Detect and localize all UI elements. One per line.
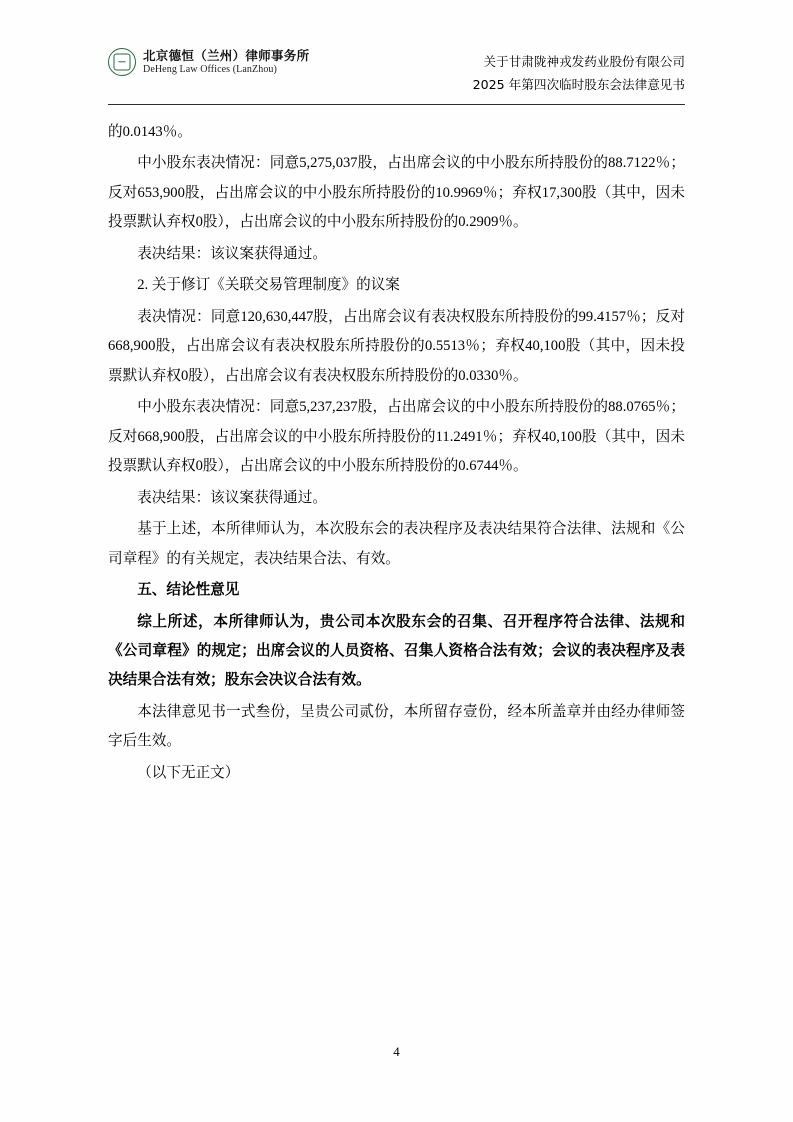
page-number: 4 [393,1044,400,1059]
paragraph-no-text-below: （以下无正文） [137,764,240,781]
paragraph-conclusion-basis: 基于上述，本所律师认为，本次股东会的表决程序及表决结果符合法律、法规和《公司章程》的有关规定，表决结果合法、有效。 [108,521,685,567]
section-heading-five: 五、结论性意见 [137,582,240,599]
proposal-item-2: 2. 关于修订《关联交易管理制度》的议案 [137,277,400,294]
firm-name-en: DeHeng Law Offices (LanZhou) [143,63,277,75]
page-footer [0,1044,793,1060]
header-divider [108,104,685,105]
firm-name [143,48,309,76]
deheng-logo-icon [108,48,136,76]
document-header-title [473,50,685,97]
paragraph-continued: 的0.0143％。 [108,124,192,140]
firm-logo [108,48,309,76]
paragraph-final-opinion: 综上所述，本所律师认为，贵公司本次股东会的召集、召开程序符合法律、法规和《公司章程》的规定；出席会议的人员资格、召集人资格合法有效；会议的表决程序及表决结果合法有效；股东会决议合法有效。 [108,613,685,689]
paragraph-result-2: 表决结果：该议案获得通过。 [137,489,327,506]
paragraph-vote-2: 表决情况：同意120,630,447股，占出席会议有表决权股东所持股份的99.4157％；反对668,900股，占出席会议有表决权股东所持股份的0.5513％；弃权40,100股（其中，因未投票默认弃权0股），占出席会议有表决权股东所持股份的0.0330％。 [108,308,685,384]
page-header [108,48,685,100]
document-body [108,118,685,790]
paragraph-minority-vote-1: 中小股东表决情况：同意5,275,037股，占出席会议的中小股东所持股份的88.7122％；反对653,900股，占出席会议的中小股东所持股份的10.9969％；弃权17,300股（其中，因未投票默认弃权0股），占出席会议的中小股东所持股份的0.2909％。 [108,155,685,231]
paragraph-copies: 本法律意见书一式叁份，呈贵公司贰份，本所留存壹份，经本所盖章并由经办律师签字后生效。 [108,703,685,750]
firm-name-cn: 北京德恒（兰州）律师事务所 [143,48,310,63]
paragraph-result-1: 表决结果：该议案获得通过。 [137,245,327,262]
paragraph-minority-vote-2: 中小股东表决情况：同意5,237,237股，占出席会议的中小股东所持股份的88.0765％；反对668,900股，占出席会议的中小股东所持股份的11.2491％；弃权40,100股（其中，因未投票默认弃权0股），占出席会议的中小股东所持股份的0.6744％。 [108,399,685,475]
header-title-line1: 关于甘肃陇神戎发药业股份有限公司 [483,54,685,69]
header-title-line2: 2025 年第四次临时股东会法律意见书 [472,77,685,93]
